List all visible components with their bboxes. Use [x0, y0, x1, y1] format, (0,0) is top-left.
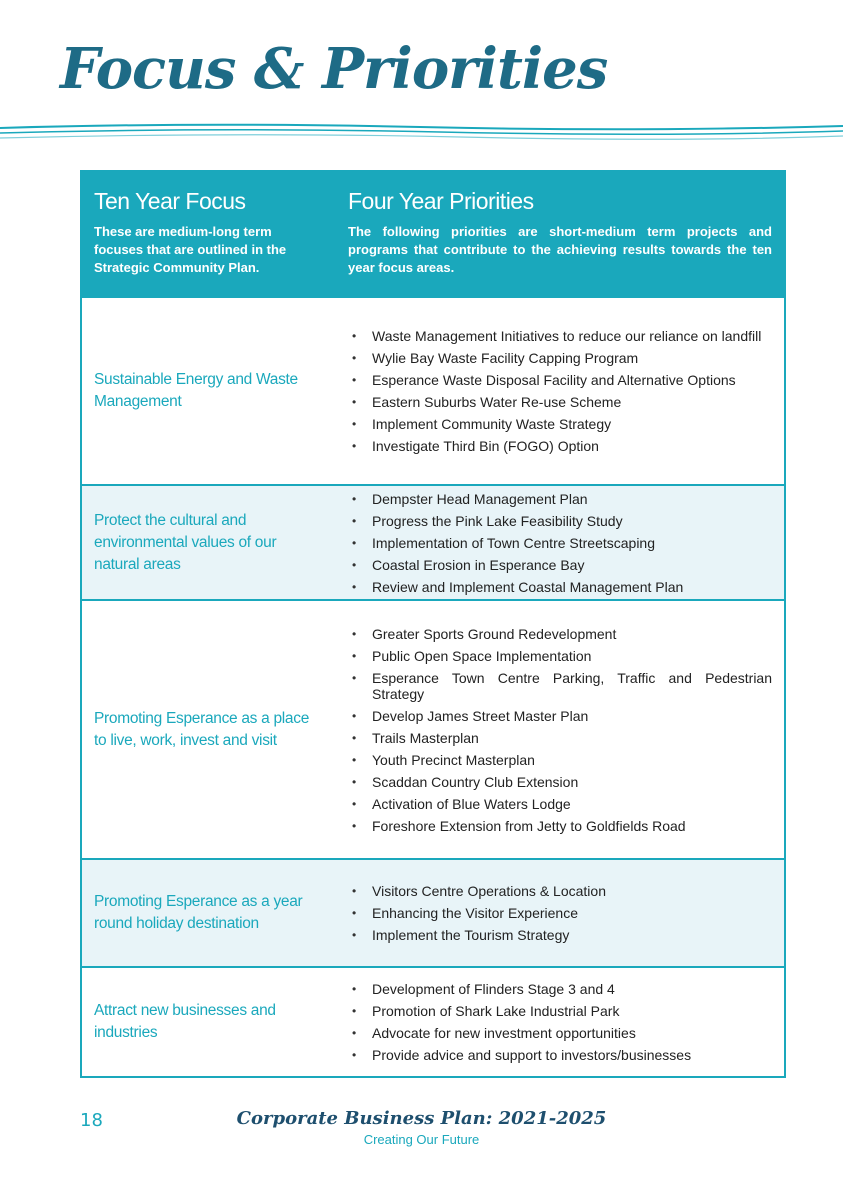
focus-area: Promoting Esperance as a year round holiday destination: [94, 893, 303, 932]
list-item: • Implement the Tourism Strategy: [350, 927, 772, 943]
focus-area: Attract new businesses and industries: [94, 1002, 276, 1041]
header-right: [348, 188, 772, 277]
list-item: • Greater Sports Ground Redevelopment: [350, 626, 772, 642]
ten-year-focus-title: Ten Year Focus: [94, 188, 246, 214]
focus-area: Sustainable Energy and Waste Management: [94, 371, 298, 410]
footer-subtitle: Creating Our Future: [363, 1132, 480, 1147]
list-item: • Trails Masterplan: [350, 730, 772, 746]
list-item: • Activation of Blue Waters Lodge: [350, 796, 772, 812]
priorities-list: [350, 620, 772, 840]
title-underline-waves: [0, 118, 843, 148]
table-row: [82, 484, 784, 599]
page-number: 18: [80, 1110, 103, 1131]
four-year-priorities-description: The following priorities are short-medium term projects and programs that contribute to the achieving results towards the ten year focus areas.: [348, 224, 772, 275]
page-title: Focus & Priorities: [60, 36, 608, 102]
priorities-list: [350, 485, 772, 601]
list-item: • Esperance Town Centre Parking, Traffic and Pedestrian Strategy: [350, 670, 772, 702]
list-item: • Dempster Head Management Plan: [350, 491, 772, 507]
list-item: • Advocate for new investment opportunities: [350, 1025, 772, 1041]
priorities-list: [350, 322, 772, 460]
footer-title: Corporate Business Plan: 2021-2025: [236, 1108, 607, 1129]
ten-year-focus-description: These are medium-long term focuses that are outlined in the Strategic Community Plan.: [94, 224, 287, 275]
list-item: • Public Open Space Implementation: [350, 648, 772, 664]
list-item: • Youth Precinct Masterplan: [350, 752, 772, 768]
list-item: • Enhancing the Visitor Experience: [350, 905, 772, 921]
four-year-priorities-title: Four Year Priorities: [348, 188, 534, 214]
table-header: [82, 172, 784, 298]
table-row: [82, 966, 784, 1076]
list-item: • Waste Management Initiatives to reduce our reliance on landfill: [350, 328, 772, 344]
table-row: [82, 858, 784, 966]
header-left: [94, 188, 314, 277]
focus-area: Protect the cultural and environmental values of our natural areas: [94, 511, 277, 573]
list-item: • Promotion of Shark Lake Industrial Park: [350, 1003, 772, 1019]
list-item: • Wylie Bay Waste Facility Capping Program: [350, 350, 772, 366]
list-item: • Esperance Waste Disposal Facility and Alternative Options: [350, 372, 772, 388]
list-item: • Investigate Third Bin (FOGO) Option: [350, 438, 772, 454]
list-item: • Coastal Erosion in Esperance Bay: [350, 557, 772, 573]
list-item: • Scaddan Country Club Extension: [350, 774, 772, 790]
list-item: • Eastern Suburbs Water Re-use Scheme: [350, 394, 772, 410]
priorities-list: [350, 877, 772, 949]
list-item: • Develop James Street Master Plan: [350, 708, 772, 724]
list-item: • Review and Implement Coastal Management Plan: [350, 579, 772, 595]
table-row: [82, 599, 784, 858]
focus-area: Promoting Esperance as a place to live, work, invest and visit: [94, 709, 310, 749]
table-row: [82, 296, 784, 484]
list-item: • Development of Flinders Stage 3 and 4: [350, 981, 772, 997]
list-item: • Implementation of Town Centre Streetscaping: [350, 535, 772, 551]
list-item: • Implement Community Waste Strategy: [350, 416, 772, 432]
list-item: • Provide advice and support to investors/businesses: [350, 1047, 772, 1063]
list-item: • Foreshore Extension from Jetty to Goldfields Road: [350, 818, 772, 834]
list-item: • Visitors Centre Operations & Location: [350, 883, 772, 899]
priorities-list: [350, 975, 772, 1069]
focus-priorities-table: [80, 170, 786, 1078]
list-item: • Progress the Pink Lake Feasibility Study: [350, 513, 772, 529]
